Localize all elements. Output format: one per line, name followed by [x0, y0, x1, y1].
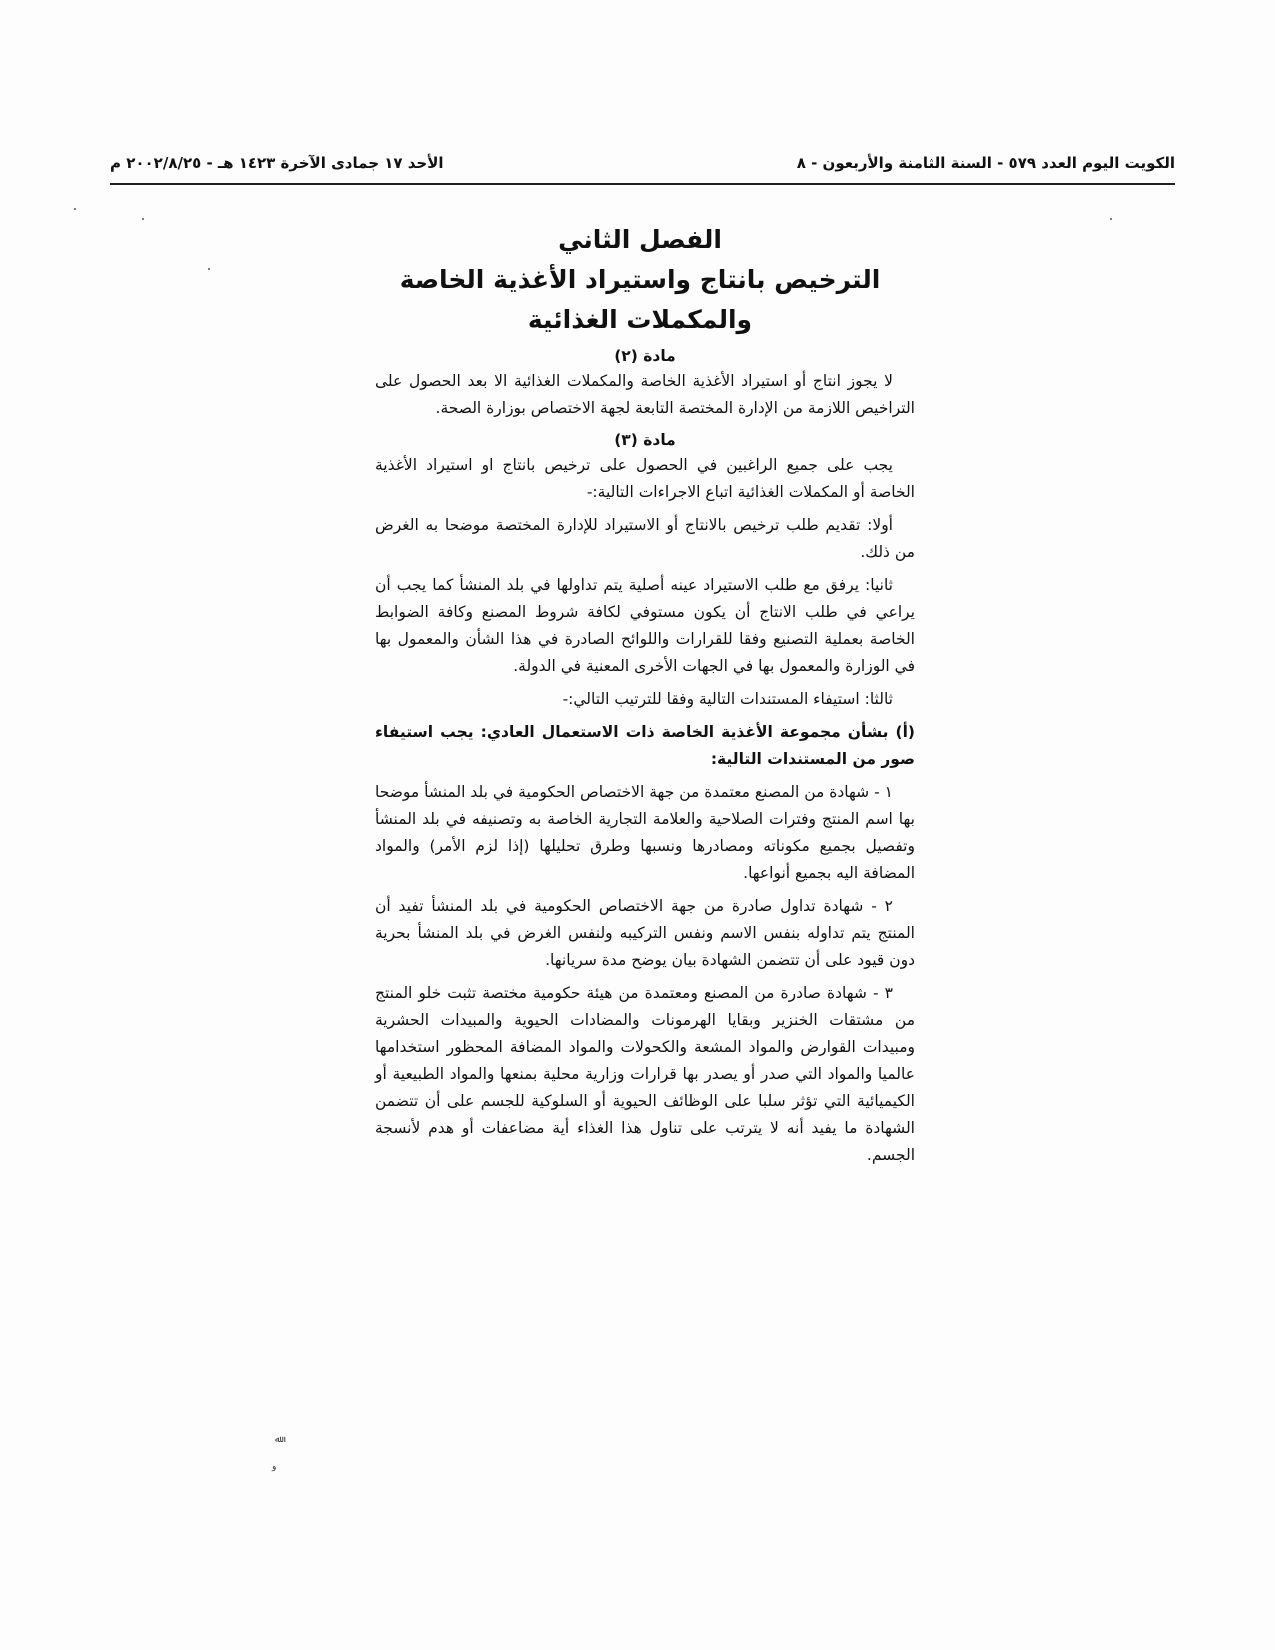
article-3-group-a: (أ) بشأن مجموعة الأغذية الخاصة ذات الاستعمال العادي: يجب استيفاء صور من المستندات التالية:	[375, 723, 915, 768]
article-3-third: ثالثا: استيفاء المستندات التالية وفقا للترتيب التالي:-	[562, 690, 893, 708]
chapter-subtitle-line1: الترخيص بانتاج واستيراد الأغذية الخاصة	[399, 265, 881, 294]
document-body	[375, 344, 915, 1175]
scan-speck	[208, 268, 210, 270]
scan-mark-2: ﻭ	[272, 1462, 277, 1472]
header-divider	[110, 183, 1175, 185]
scan-mark-1: ﷲ	[275, 1435, 281, 1445]
chapter-subtitle-line2: والمكملات الغذائية	[527, 305, 753, 334]
page-header	[110, 148, 1175, 182]
article-2-text: لا يجوز انتاج أو استيراد الأغذية الخاصة والمكملات الغذائية الا بعد الحصول على التراخيص اللازمة من الإدارة المختصة التابعة لجهة الاختصاص بوزارة الصحة.	[375, 372, 915, 417]
article-3-item-1: ١ - شهادة من المصنع معتمدة من جهة الاختصاص الحكومية في بلد المنشأ موضحا بها اسم المنتج وفترات الصلاحية والعلامة التجارية الخاصة به وتصنيفه في بلد المنشأ وتفصيل بجميع مكوناته ومصادرها ونسبها وطرق تحليلها (إذا لزم الأمر) والمواد المضافة اليه بجميع أنواعها.	[375, 783, 915, 882]
chapter-title-block	[360, 220, 920, 340]
scan-speck	[74, 208, 76, 210]
article-3-second: ثانيا: يرفق مع طلب الاستيراد عينه أصلية يتم تداولها في بلد المنشأ كما يجب أن يراعي في طلب الانتاج أن يكون مستوفي لكافة شروط المصنع وكافة الضوابط الخاصة بعملية التصنيع وفقا للقرارات واللوائح الصادرة في هذا الشأن والمعمول بها في الوزارة والمعمول بها في الجهات الأخرى المعنية في الدولة.	[375, 576, 915, 675]
article-3-item-3: ٣ - شهادة صادرة من المصنع ومعتمدة من هيئة حكومية مختصة تثبت خلو المنتج من مشتقات الخنزير وبقايا الهرمونات والمضادات الحيوية والمبيدات الحشرية ومبيدات القوارض والمواد المشعة والكحولات والمواد المضافة المحظور استخدامها عالميا والمواد التي صدر أو يصدر بها قرارات وزارية محلية بمنعها والمواد الطبيعية أو الكيميائية التي تؤثر سلبا على الوظائف الحيوية أو السلوكية للجسم على أن تتضمن الشهادة ما يفيد أنه لا يترتب على تناول هذا الغذاء أية مضاعفات أو هدم لأنسجة الجسم.	[375, 984, 915, 1164]
header-issue-info: الكويت اليوم العدد ٥٧٩ - السنة الثامنة والأربعون - ٨	[796, 154, 1175, 172]
article-3-first: أولا: تقديم طلب ترخيص بالانتاج أو الاستيراد للإدارة المختصة موضحا به الغرض من ذلك.	[375, 516, 915, 561]
article-3-heading: مادة (٣)	[614, 431, 676, 449]
scan-speck	[1110, 218, 1112, 220]
article-2-heading: مادة (٢)	[614, 347, 676, 365]
article-3-intro: يجب على جميع الراغبين في الحصول على ترخيص بانتاج او استيراد الأغذية الخاصة أو المكملات الغذائية اتباع الاجراءات التالية:-	[375, 456, 915, 501]
chapter-title: الفصل الثاني	[558, 225, 722, 254]
scan-speck	[142, 218, 144, 220]
header-date: الأحد ١٧ جمادى الآخرة ١٤٢٣ هـ - ٢٠٠٢/٨/٢٥ م	[110, 154, 444, 172]
article-3-item-2: ٢ - شهادة تداول صادرة من جهة الاختصاص الحكومية في بلد المنشأ تفيد أن المنتج يتم تداوله بنفس الاسم ونفس التركيبه ولنفس الغرض في بلد المنشأ بحرية دون قيود على أن تتضمن الشهادة بيان يوضح مدة سريانها.	[375, 897, 915, 969]
